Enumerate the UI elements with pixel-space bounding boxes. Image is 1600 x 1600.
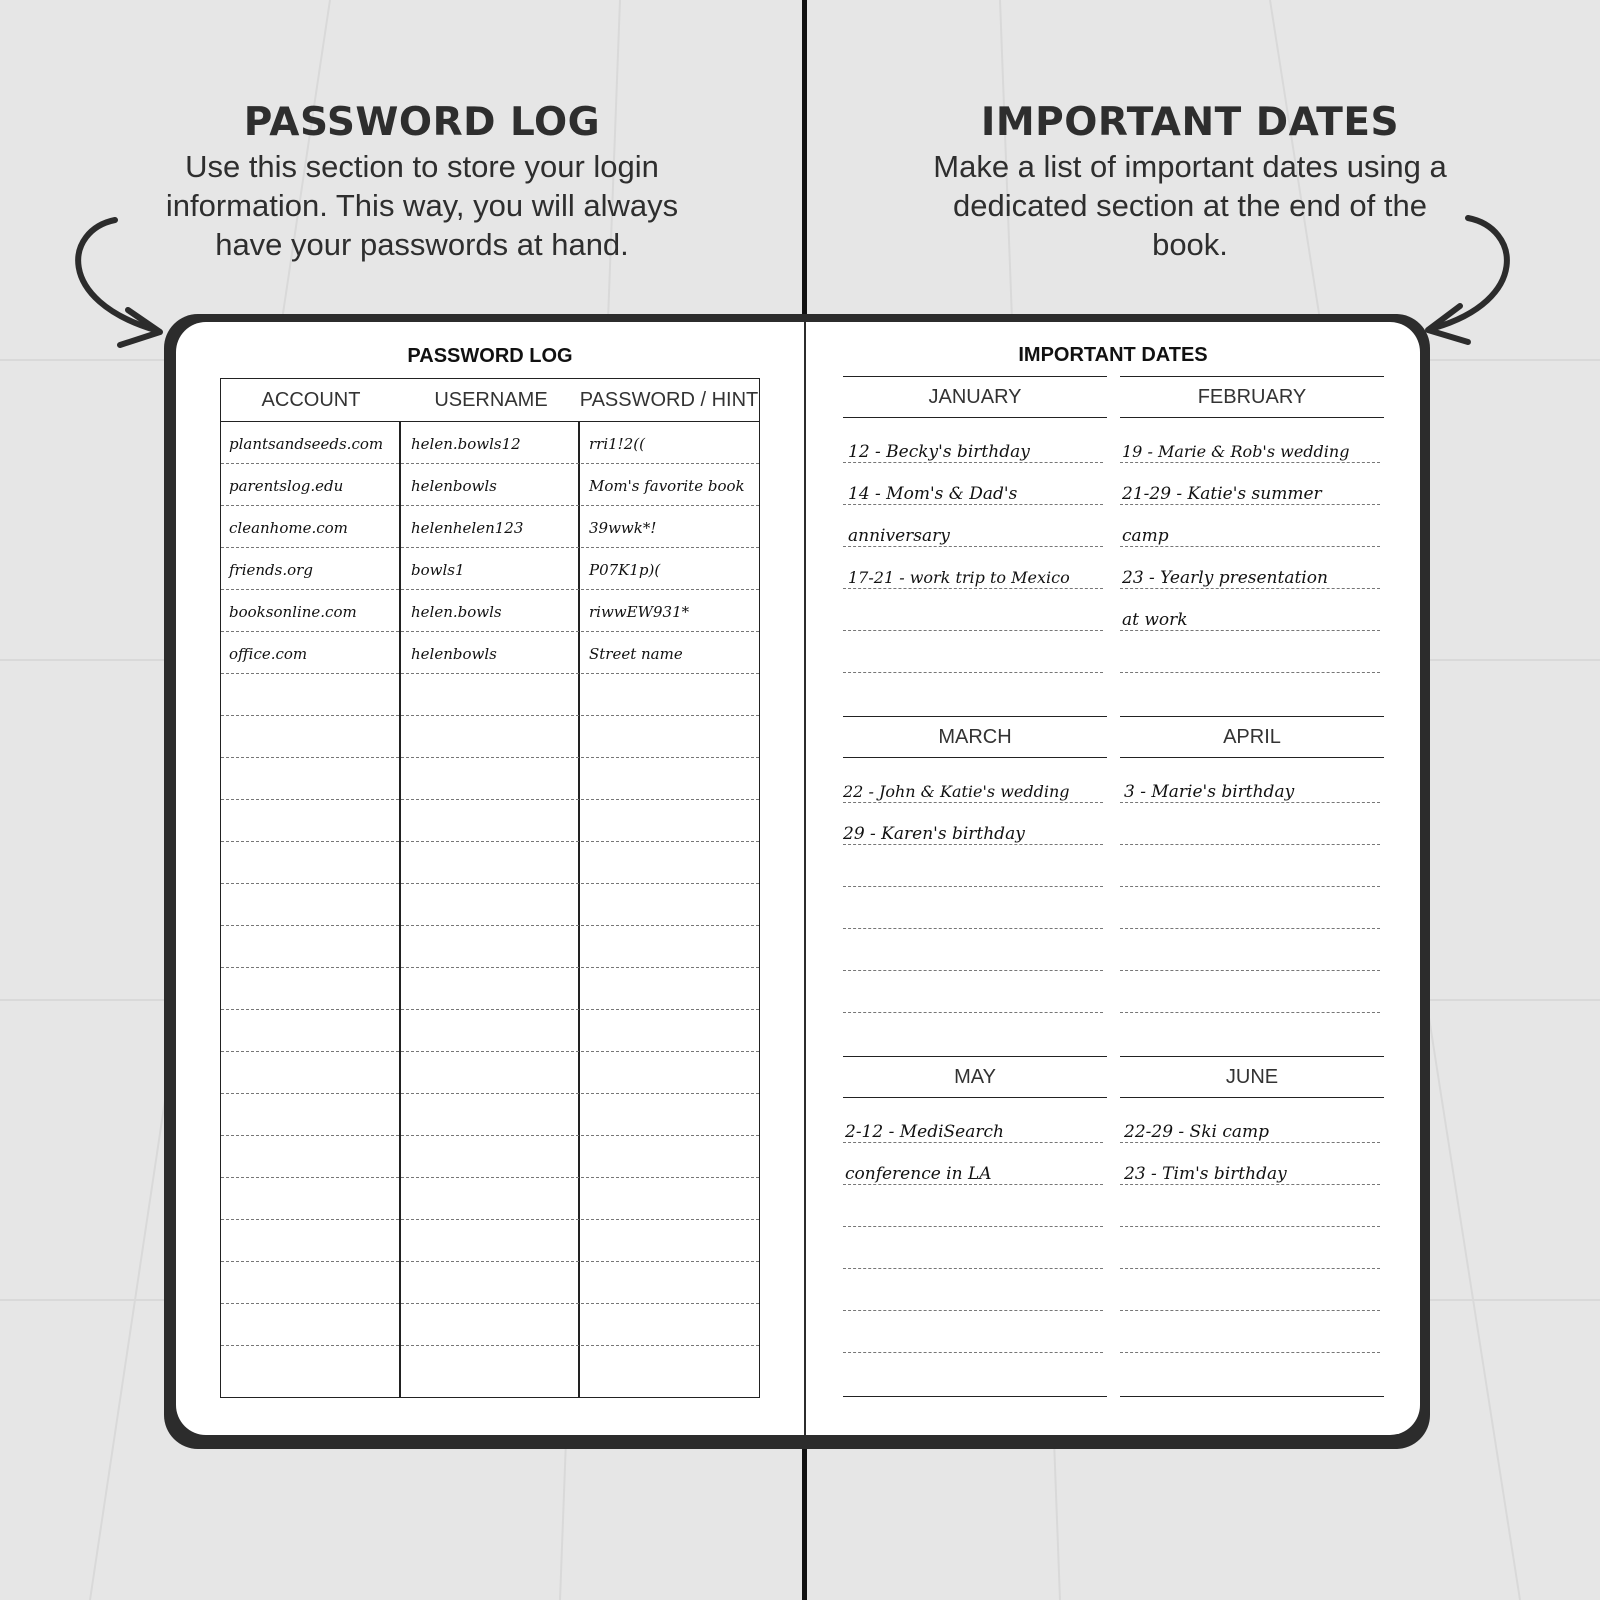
- dashed-line: [1120, 1352, 1380, 1353]
- dashed-line: [843, 546, 1103, 547]
- dashed-line: [1120, 504, 1380, 505]
- table-row: [221, 631, 759, 674]
- dashed-line: [843, 844, 1103, 845]
- date-entry: at work: [1122, 610, 1188, 630]
- dashed-line: [1120, 844, 1380, 845]
- dashed-line: [843, 630, 1103, 631]
- dashed-line: [843, 802, 1103, 803]
- username-cell: helenbowls: [411, 645, 497, 663]
- dashed-line: [1120, 1226, 1380, 1227]
- date-entry: conference in LA: [845, 1164, 992, 1184]
- column-header-account: ACCOUNT: [261, 389, 361, 411]
- empty-table-row: [221, 967, 759, 1010]
- username-cell: helen.bowls12: [411, 435, 521, 453]
- password-table-header: [221, 379, 759, 422]
- date-entry: 22-29 - Ski camp: [1124, 1122, 1270, 1142]
- empty-table-row: [221, 1051, 759, 1094]
- dates-page-title: IMPORTANT DATES: [1018, 344, 1208, 366]
- username-cell: helenbowls: [411, 477, 497, 495]
- dashed-line: [843, 886, 1103, 887]
- section-bottom-line: [843, 1396, 1107, 1397]
- dashed-line: [843, 1352, 1103, 1353]
- dashed-line: [1120, 1268, 1380, 1269]
- month-header-january: JANUARY: [843, 376, 1107, 418]
- password-log-title: PASSWORD LOG: [243, 100, 601, 145]
- username-cell: bowls1: [411, 561, 465, 579]
- password-cell: rri1!2((: [589, 435, 645, 453]
- month-header-march: MARCH: [843, 716, 1107, 758]
- account-cell: parentslog.edu: [229, 477, 344, 495]
- dashed-line: [843, 1226, 1103, 1227]
- date-entry: 17-21 - work trip to Mexico: [848, 568, 1070, 587]
- dashed-line: [843, 672, 1103, 673]
- dashed-line: [843, 462, 1103, 463]
- column-header-password: PASSWORD / HINT: [579, 389, 759, 411]
- description-line: information. This way, you will always: [165, 188, 679, 223]
- empty-table-row: [221, 1009, 759, 1052]
- password-cell: 39wwk*!: [589, 519, 657, 537]
- password-cell: P07K1p)(: [589, 561, 661, 579]
- empty-table-row: [221, 1303, 759, 1346]
- dashed-line: [843, 504, 1103, 505]
- dashed-line: [1120, 1142, 1380, 1143]
- dashed-line: [843, 1184, 1103, 1185]
- username-cell: helen.bowls: [411, 603, 502, 621]
- dashed-line: [843, 970, 1103, 971]
- description-line: Use this section to store your login: [185, 149, 659, 184]
- empty-table-row: [221, 757, 759, 800]
- date-entry: camp: [1122, 526, 1169, 546]
- description-line: Make a list of important dates using a: [933, 149, 1447, 184]
- dashed-line: [1120, 886, 1380, 887]
- dashed-line: [843, 588, 1103, 589]
- password-cell: Mom's favorite book: [589, 477, 745, 495]
- dashed-line: [1120, 1310, 1380, 1311]
- section-bottom-line: [1120, 1396, 1384, 1397]
- month-header-april: APRIL: [1120, 716, 1384, 758]
- password-page-title: PASSWORD LOG: [407, 345, 573, 367]
- date-entry: 3 - Marie's birthday: [1124, 782, 1295, 802]
- empty-table-row: [221, 1177, 759, 1220]
- account-cell: friends.org: [229, 561, 313, 579]
- account-cell: cleanhome.com: [229, 519, 348, 537]
- dashed-line: [1120, 462, 1380, 463]
- empty-table-row: [221, 1219, 759, 1262]
- date-entry: 21-29 - Katie's summer: [1122, 484, 1322, 504]
- password-cell: Street name: [589, 645, 683, 663]
- dashed-line: [843, 1268, 1103, 1269]
- empty-table-row: [221, 673, 759, 716]
- month-header-may: MAY: [843, 1056, 1107, 1098]
- empty-table-row: [221, 883, 759, 926]
- month-header-february: FEBRUARY: [1120, 376, 1384, 418]
- dashed-line: [1120, 588, 1380, 589]
- date-entry: 29 - Karen's birthday: [843, 824, 1025, 844]
- date-entry: 14 - Mom's & Dad's: [848, 484, 1018, 504]
- date-entry: 23 - Tim's birthday: [1124, 1164, 1287, 1184]
- dashed-line: [1120, 672, 1380, 673]
- dashed-line: [1120, 1184, 1380, 1185]
- date-entry: 22 - John & Katie's wedding: [843, 782, 1070, 801]
- date-entry: 12 - Becky's birthday: [848, 442, 1030, 462]
- table-row: [221, 505, 759, 548]
- dashed-line: [843, 1142, 1103, 1143]
- empty-table-row: [221, 1261, 759, 1304]
- dashed-line: [843, 1012, 1103, 1013]
- description-line: dedicated section at the end of the: [953, 188, 1427, 223]
- empty-table-row: [221, 841, 759, 884]
- empty-table-row: [221, 925, 759, 968]
- empty-table-row: [221, 1135, 759, 1178]
- empty-table-row: [221, 799, 759, 842]
- important-dates-title: IMPORTANT DATES: [980, 100, 1400, 145]
- password-table: [220, 378, 760, 1398]
- month-header-june: JUNE: [1120, 1056, 1384, 1098]
- account-cell: office.com: [229, 645, 308, 663]
- table-row: [221, 589, 759, 632]
- date-entry: 2-12 - MediSearch: [845, 1122, 1004, 1142]
- password-cell: riwwEW931*: [589, 603, 690, 621]
- username-cell: helenhelen123: [411, 519, 524, 537]
- empty-table-row: [221, 715, 759, 758]
- date-entry: 23 - Yearly presentation: [1122, 568, 1328, 588]
- account-cell: booksonline.com: [229, 603, 357, 621]
- column-header-username: USERNAME: [434, 389, 548, 411]
- account-cell: plantsandseeds.com: [229, 435, 384, 453]
- dashed-line: [1120, 546, 1380, 547]
- empty-table-row: [221, 1093, 759, 1136]
- table-row: [221, 547, 759, 590]
- date-entry: anniversary: [848, 526, 950, 546]
- dashed-line: [1120, 630, 1380, 631]
- date-entry: 19 - Marie & Rob's wedding: [1122, 442, 1350, 461]
- dashed-line: [1120, 802, 1380, 803]
- dashed-line: [1120, 970, 1380, 971]
- dashed-line: [1120, 928, 1380, 929]
- table-row: [221, 463, 759, 506]
- dashed-line: [1120, 1012, 1380, 1013]
- table-row: [221, 421, 759, 464]
- description-line: have your passwords at hand.: [215, 227, 629, 262]
- dashed-line: [843, 1310, 1103, 1311]
- right-curved-arrow-icon: [1420, 210, 1550, 350]
- description-line: book.: [1152, 227, 1228, 262]
- dashed-line: [843, 928, 1103, 929]
